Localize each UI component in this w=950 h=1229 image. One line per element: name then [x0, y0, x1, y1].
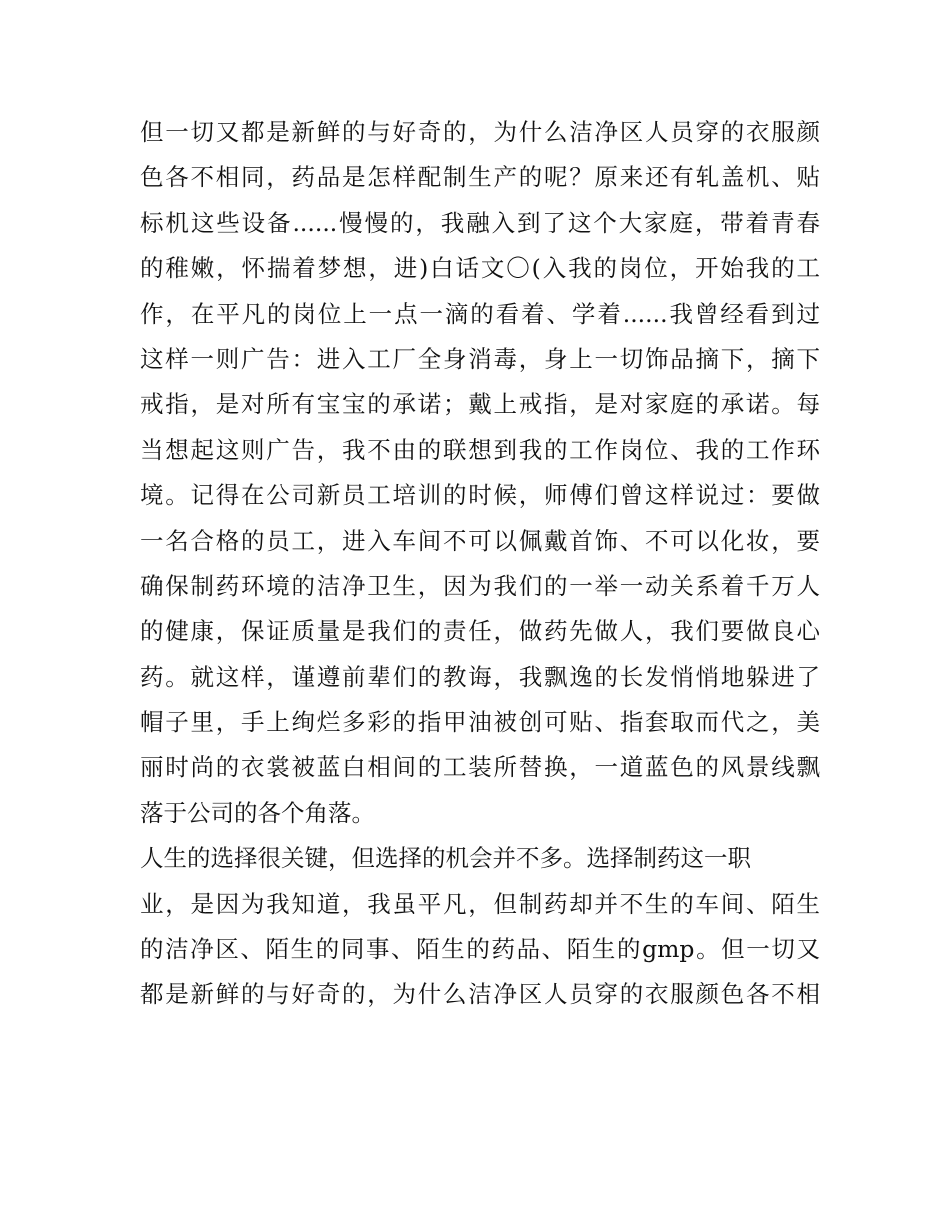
- text-line: 戒指，是对所有宝宝的承诺；戴上戒指，是对家庭的承诺。每: [140, 390, 820, 419]
- text-line: 当想起这则广告，我不由的联想到我的工作岗位、我的工作环: [140, 435, 820, 464]
- text-line: 丽时尚的衣裳被蓝白相间的工装所替换，一道蓝色的风景线飘: [140, 753, 820, 782]
- text-line: 落于公司的各个角落。: [140, 798, 375, 827]
- text-line: 但一切又都是新鲜的与好奇的，为什么洁净区人员穿的衣服颜: [140, 118, 820, 146]
- text-line: 这样一则广告：进入工厂全身消毒，身上一切饰品摘下，摘下: [140, 344, 820, 373]
- text-line: 业，是因为我知道，我虽平凡，但制药却并不生的车间、陌生: [140, 889, 820, 918]
- body-text: [140, 110, 820, 1018]
- text-line: 确保制药环境的洁净卫生，因为我们的一举一动关系着千万人: [140, 571, 820, 600]
- text-line: 的稚嫩，怀揣着梦想，进)白话文〇(入我的岗位，开始我的工: [140, 254, 820, 283]
- text-line: 帽子里，手上绚烂多彩的指甲油被创可贴、指套取而代之，美: [140, 708, 820, 737]
- text-line: 的健康，保证质量是我们的责任，做药先做人，我们要做良心: [140, 617, 820, 646]
- text-line: 境。记得在公司新员工培训的时候，师傅们曾这样说过：要做: [140, 481, 820, 510]
- text-line: 药。就这样，谨遵前辈们的教诲，我飘逸的长发悄悄地躲进了: [140, 662, 820, 691]
- text-line: 人生的选择很关键，但选择的机会并不多。选择制药这一职: [140, 844, 751, 873]
- text-line: 都是新鲜的与好奇的，为什么洁净区人员穿的衣服颜色各不相: [140, 980, 820, 1009]
- text-line: 标机这些设备......慢慢的，我融入到了这个大家庭，带着青春: [140, 208, 820, 237]
- text-line: 作，在平凡的岗位上一点一滴的看着、学着......我曾经看到过: [140, 299, 820, 328]
- text-line: 一名合格的员工，进入车间不可以佩戴首饰、不可以化妆，要: [140, 526, 820, 555]
- text-line: 色各不相同，药品是怎样配制生产的呢？原来还有轧盖机、贴: [140, 163, 820, 192]
- text-line: 的洁净区、陌生的同事、陌生的药品、陌生的gmp。但一切又: [140, 935, 820, 964]
